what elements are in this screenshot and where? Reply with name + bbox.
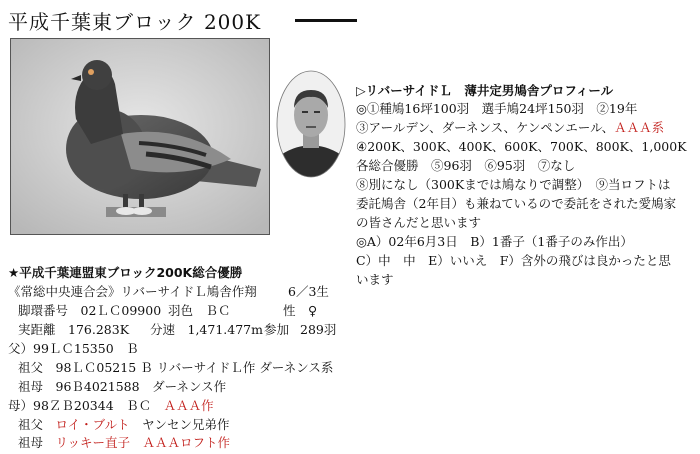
pedigree-heading: ★平成千葉連盟東ブロック200K総合優勝: [8, 265, 243, 280]
pigeon-photo: [10, 38, 270, 235]
pedigree-birthdate: 6／3生: [288, 284, 329, 299]
dam-granddam: [18, 434, 230, 453]
entries-count: 289羽: [300, 322, 337, 337]
dam-grandsire-label: 祖父: [18, 417, 56, 432]
velocity: 分速 1,471.477m: [150, 322, 263, 337]
profile-line-4: 各総合優勝 ⑤96羽 ⑥95羽 ⑦なし: [356, 158, 576, 173]
profile-line-6: 委託鳩舎（2年目）も兼ねているので委託をされた愛鳩家: [356, 196, 677, 211]
profile-line-1: ◎①種鳩16坪100羽 選手鳩24坪150羽 ②19年: [356, 101, 638, 116]
profile-line-5: ⑧別になし（300Kまでは鳩なりで調整） ⑨当ロフトは: [356, 177, 671, 192]
profile-line-3: ④200K、300K、400K、600K、700K、800K、1,000K: [356, 139, 687, 154]
ring-number: 脚環番号 02ＬＣ09900: [18, 303, 162, 318]
profile-line-10: います: [356, 272, 394, 287]
profile-line-8: ◎A）02年6月3日 B）1番子（1番子のみ作出）: [356, 234, 633, 249]
dam-grandsire-breeder: ヤンセン兄弟作: [129, 417, 230, 432]
dam-granddam-label: 祖母: [18, 435, 56, 450]
entries-label: 参加: [264, 322, 290, 337]
sire-grandsire: 祖父 98ＬＣ05215 Ｂ リバーサイドＬ作 ダーネンス系: [18, 360, 334, 375]
dam-granddam-name: リッキー直子 ＡＡＡロフト作: [55, 435, 231, 450]
profile-line-2-text: ③アールデン、ダーネンス、ケンペンエール、: [356, 120, 615, 135]
sire: 父）99ＬＣ15350 Ｂ: [8, 341, 139, 356]
profile-line-7: の皆さんだと思います: [356, 215, 482, 230]
title-rule: [295, 19, 357, 22]
sex: 性 ♀: [283, 303, 318, 318]
dam-red: ＡＡＡ作: [163, 398, 214, 413]
dam-grandsire-name: ロイ・ブルト: [55, 417, 130, 432]
profile-line-2: [356, 119, 664, 138]
dam-text: 母）98ＺＢ20344 ＢＣ: [8, 398, 164, 413]
dam-grandsire: [18, 416, 230, 435]
dam: [8, 397, 214, 416]
sire-granddam: 祖母 96Ｂ4021588 ダーネンス作: [18, 379, 227, 394]
profile-line-9: C）中 中 E）いいえ F）含外の飛びは良かったと思: [356, 253, 671, 268]
fancier-portrait: [276, 70, 346, 178]
feather-color: 羽色 ＢＣ: [168, 303, 231, 318]
actual-distance: 実距離 176.283K: [18, 322, 130, 337]
pedigree-line-1: 《常総中央連合会》リバーサイドＬ鳩舎作翔: [8, 284, 257, 299]
profile-line-2-red: ＡＡＡ系: [614, 120, 665, 135]
page-title: 平成千葉東ブロック 200K: [8, 10, 262, 34]
profile-heading: ▷リバーサイドＬ 薄井定男鳩舎プロフィール: [356, 83, 614, 98]
